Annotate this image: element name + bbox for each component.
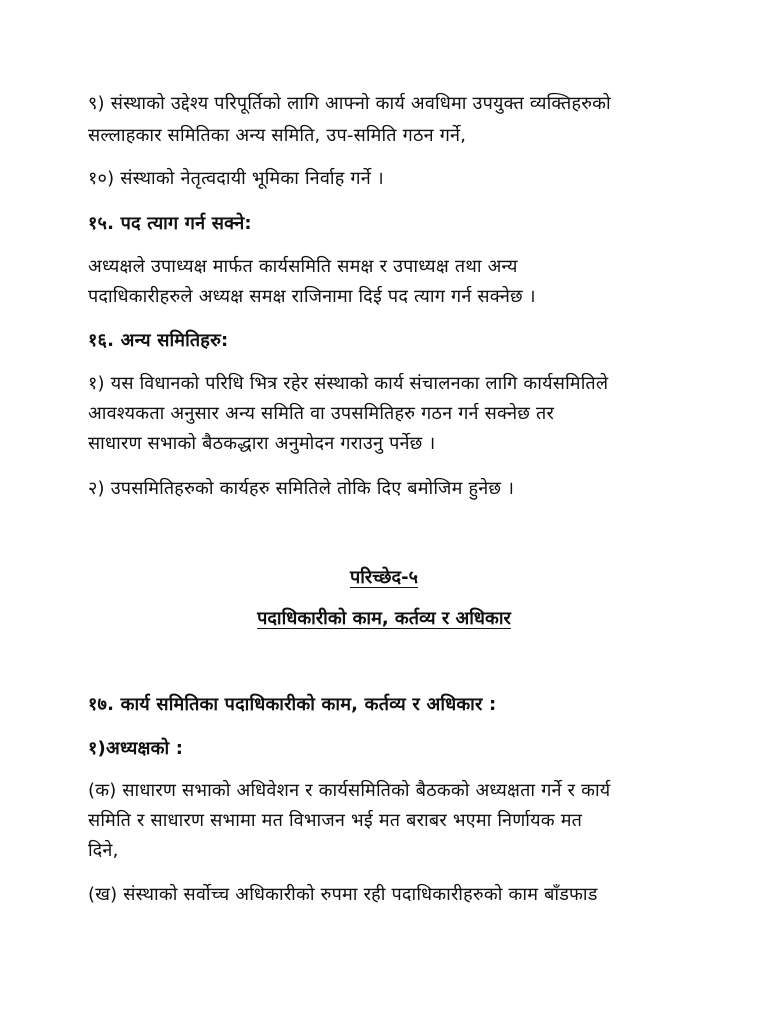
clause-kha-line-1: (ख) संस्थाको सर्वोच्च अधिकारीको रुपमा रही पदाधिकारीहरुको काम बाँडफाड	[88, 884, 598, 905]
clause-ka-line-3: दिने,	[88, 840, 119, 861]
clause-9-line-2: सल्लाहकार समितिका अन्य समिति, उप-समिति गठन गर्ने,	[88, 125, 467, 146]
section-15-heading: १५. पद त्याग गर्न सक्ने:	[88, 213, 252, 234]
section-17-heading: १७. कार्य समितिका पदाधिकारीको काम, कर्तव्य र अधिकार :	[88, 694, 497, 715]
clause-ka-line-1: (क) साधारण सभाको अधिवेशन र कार्यसमितिको बैठकको अध्यक्षता गर्ने र कार्य	[88, 780, 611, 801]
section-16-clause-1-line-2: आवश्यकता अनुसार अन्य समिति वा उपसमितिहरु गठन गर्न सक्नेछ तर	[88, 403, 555, 424]
chapter-number: परिच्छेद-५	[350, 567, 418, 588]
section-15-line-2: पदाधिकारीहरुले अध्यक्ष समक्ष राजिनामा दिई पद त्याग गर्न सक्नेछ ।	[88, 286, 536, 307]
section-16-clause-1-line-3: साधारण सभाको बैठकद्धारा अनुमोदन गराउनु पर्नेछ ।	[88, 433, 436, 454]
clause-9-line-1: ९) संस्थाको उद्देश्य परिपूर्तिको लागि आफ्नो कार्य अवधिमा उपयुक्त व्यक्तिहरुको	[88, 93, 611, 114]
clause-ka-line-2: समिति र साधारण सभामा मत विभाजन भई मत बराबर भएमा निर्णायक मत	[88, 810, 583, 831]
clause-10: १०) संस्थाको नेतृत्वदायी भूमिका निर्वाह गर्ने ।	[88, 168, 384, 189]
section-16-clause-2: २) उपसमितिहरुको कार्यहरु समितिले तोकि दिए बमोजिम हुनेछ ।	[88, 478, 515, 499]
section-16-clause-1-line-1: १) यस विधानको परिधि भित्र रहेर संस्थाको कार्य संचालनका लागि कार्यसमितिले	[88, 373, 609, 394]
president-subheading: १)अध्यक्षको :	[88, 738, 184, 759]
section-15-line-1: अध्यक्षले उपाध्यक्ष मार्फत कार्यसमिति समक्ष र उपाध्यक्ष तथा अन्य	[88, 256, 518, 277]
chapter-title: पदाधिकारीको काम, कर्तव्य र अधिकार	[257, 608, 511, 629]
section-16-heading: १६. अन्य समितिहरु:	[88, 330, 229, 351]
